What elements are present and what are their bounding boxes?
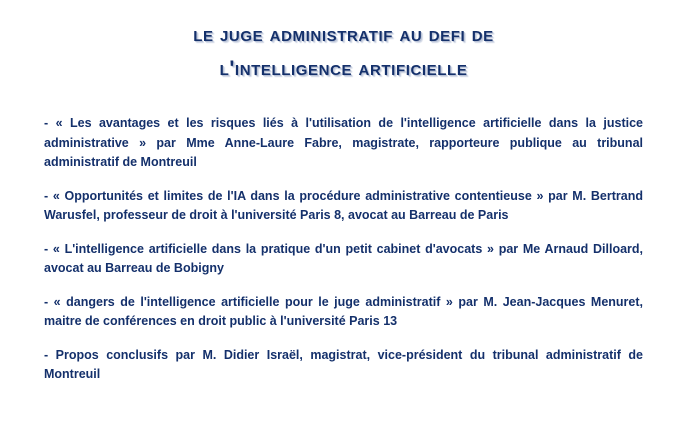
agenda-item: - « Les avantages et les risques liés à l'utilisation de l'intelligence artificielle dans la justice administrative » par Mme Anne-Laure Fabre, magistrate, rapporteure publique au tribunal administratif de Montreuil xyxy=(44,116,643,169)
agenda-item: - « L'intelligence artificielle dans la pratique d'un petit cabinet d'avocats » par Me Arnaud Dilloard, avocat au Barreau de Bobigny xyxy=(44,241,643,275)
title-line-2: l'intelligence artificielle xyxy=(219,57,468,80)
title-line-1: le juge administratif au defi de xyxy=(193,23,494,46)
document-body xyxy=(0,86,687,385)
document-title xyxy=(0,0,687,86)
agenda-item: - Propos conclusifs par M. Didier Israël, magistrat, vice-président du tribunal administratif de Montreuil xyxy=(44,347,643,381)
agenda-item: - « dangers de l'intelligence artificielle pour le juge administratif » par M. Jean-Jacques Menuret, maitre de conférences en droit public à l'université Paris 13 xyxy=(44,294,643,328)
agenda-item: - « Opportunités et limites de l'IA dans la procédure administrative contentieuse » par M. Bertrand Warusfel, professeur de droit à l'université Paris 8, avocat au Barreau de Paris xyxy=(44,188,643,222)
